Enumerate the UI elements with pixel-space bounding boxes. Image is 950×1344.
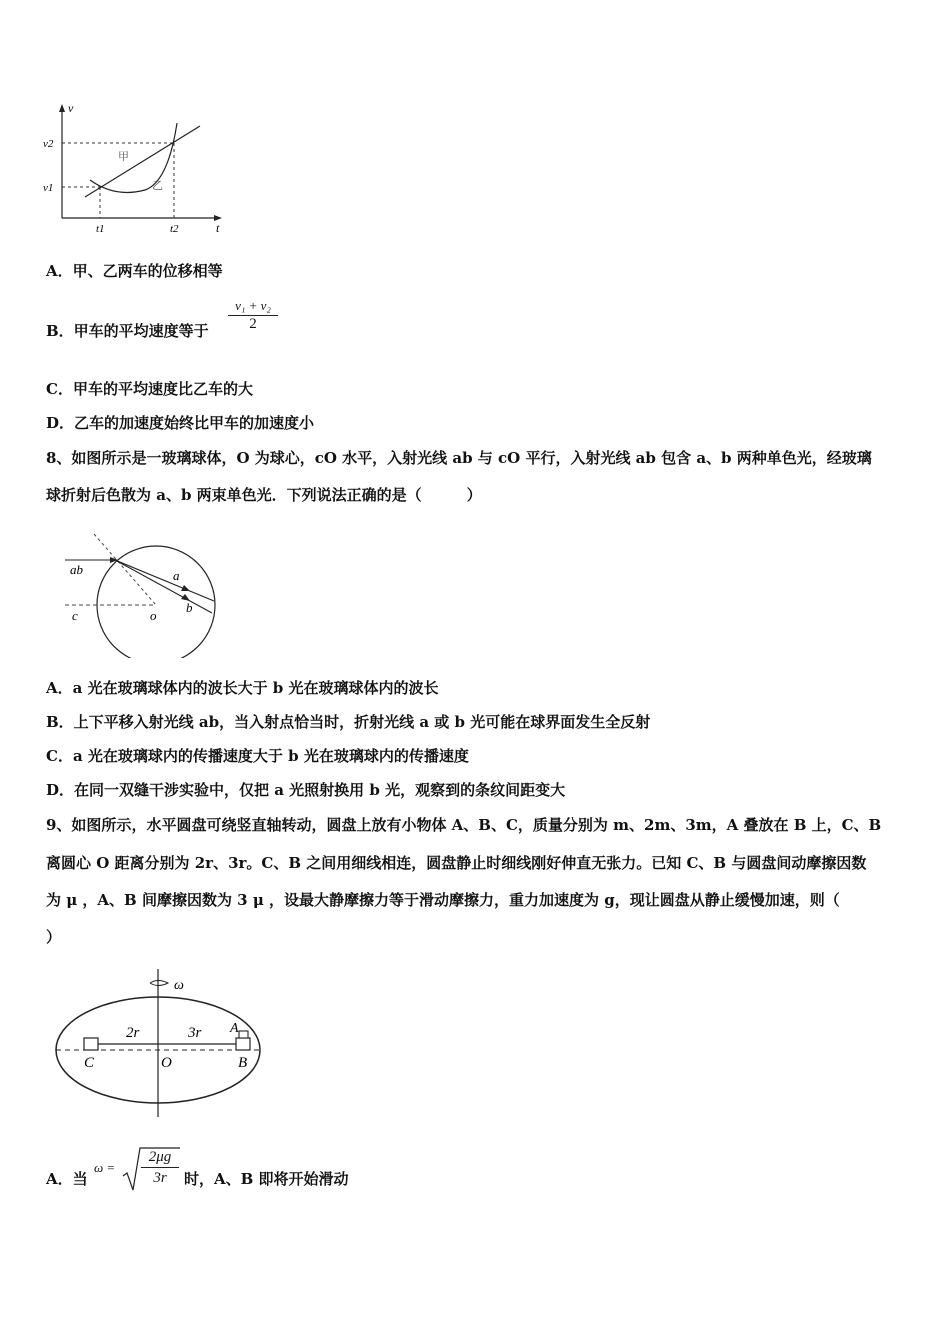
- jia-label: 甲: [118, 151, 129, 163]
- label-C: C: [84, 1055, 95, 1071]
- curve-yi: [90, 123, 177, 192]
- yi-label: 乙: [152, 180, 163, 192]
- label-b: b: [186, 600, 193, 615]
- label-a: a: [173, 568, 180, 583]
- q8-option-c: C．a 光在玻璃球内的传播速度大于 b 光在玻璃球内的传播速度: [46, 747, 469, 765]
- q9-option-a-prefix: A．当: [46, 1170, 88, 1188]
- glass-sphere: [97, 546, 215, 658]
- q8-option-d: D．在同一双缝干涉实验中，仅把 a 光照射换用 b 光，观察到的条纹间距变大: [46, 781, 566, 799]
- vt-graph: [40, 98, 230, 238]
- v1-label: v1: [43, 182, 54, 194]
- label-A: A: [230, 1021, 239, 1036]
- t1-label: t1: [96, 223, 105, 235]
- omega-label: ω: [174, 978, 184, 993]
- q8-option-a: A．a 光在玻璃球体内的波长大于 b 光在玻璃球体内的波长: [46, 679, 439, 697]
- q9-stem-line1: 9、如图所示，水平圆盘可绕竖直轴转动，圆盘上放有小物体 A、B、C，质量分别为 m、2m、3m，A 叠放在 B 上，C、B: [46, 816, 882, 834]
- q9-stem-line2: 离圆心 O 距离分别为 2r、3r。C、B 之间用细线相连，圆盘静止时细线刚好伸直无张力。已知 C、B 与圆盘间动摩擦因数: [46, 854, 867, 872]
- q8-option-b: B．上下平移入射光线 ab，当入射点恰当时，折射光线 a 或 b 光可能在球界面发生全反射: [46, 713, 651, 731]
- q9-stem-line3: 为 μ ，A、B 间摩擦因数为 3 μ ，设最大静摩擦力等于滑动摩擦力，重力加速度为 g，现让圆盘从静止缓慢加速，则（: [46, 891, 840, 909]
- rotating-disk-figure: [50, 965, 280, 1125]
- fraction-denominator: 2: [249, 316, 257, 332]
- line-jia: [85, 126, 200, 197]
- ray-a: [115, 560, 214, 601]
- omega-equals: ω =: [94, 1160, 116, 1175]
- fraction-numerator: v₁ + v₂: [228, 298, 278, 316]
- block-b: [236, 1038, 250, 1050]
- label-o: o: [150, 608, 157, 623]
- axis-v-label: v: [68, 101, 74, 115]
- label-B: B: [238, 1055, 248, 1071]
- block-a: [239, 1031, 248, 1038]
- normal-dashed: [94, 534, 156, 605]
- q7-option-b-text: B．甲车的平均速度等于: [46, 322, 209, 340]
- sqrt-fraction: [141, 1148, 179, 1188]
- label-ab: ab: [70, 562, 83, 577]
- v2-label: v2: [43, 138, 54, 150]
- label-3r: 3r: [188, 1025, 202, 1041]
- fraction-denominator: 3r: [153, 1170, 167, 1186]
- label-2r: 2r: [126, 1025, 140, 1041]
- label-O: O: [161, 1055, 172, 1071]
- q9-option-a-suffix: 时，A、B 即将开始滑动: [184, 1170, 349, 1188]
- block-c: [84, 1038, 98, 1050]
- v-axis-arrow: [59, 104, 65, 112]
- fraction-numerator: 2μg: [141, 1148, 179, 1168]
- glass-sphere-figure: [60, 528, 230, 658]
- q7-option-a: A．甲、乙两车的位移相等: [46, 262, 223, 280]
- t2-label: t2: [170, 223, 179, 235]
- q7-option-b: [46, 320, 209, 341]
- q7-option-b-fraction: [228, 298, 278, 333]
- q8-stem-line1: 8、如图所示是一玻璃球体，O 为球心，cO 水平，入射光线 ab 与 cO 平行，入射光线 ab 包含 a、b 两种单色光，经玻璃: [46, 449, 872, 467]
- q7-option-c: C．甲车的平均速度比乙车的大: [46, 380, 253, 398]
- q9-stem-line4: ）: [46, 928, 62, 946]
- rotation-arrow: [150, 981, 168, 986]
- incident-arrow: [110, 557, 118, 563]
- label-c: c: [72, 608, 78, 623]
- axis-t-label: t: [216, 221, 220, 235]
- q8-stem-line2: 球折射后色散为 a、b 两束单色光．下列说法正确的是（ ）: [46, 486, 482, 504]
- q7-option-d: D．乙车的加速度始终比甲车的加速度小: [46, 414, 315, 432]
